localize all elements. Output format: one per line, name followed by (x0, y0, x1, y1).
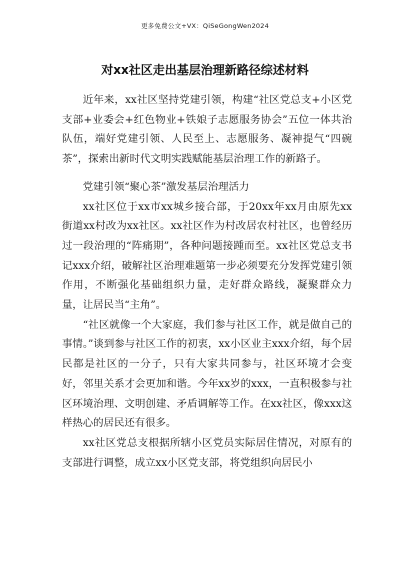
watermark-text: 更多免费公文+VX：QiSeGongWen2024 (141, 22, 269, 30)
paragraph-intro: 近年来，xx社区坚持党建引领，构建“社区党总支+小区党支部+业委会+红色物业+铁娘子志愿服务协会”五位一体共治队伍，端好党建引领、人民至上、志愿服务、凝神提气“四碗茶”，探索出新时代文明实践赋能基层治理工作的新路子。 (62, 94, 352, 166)
paragraph: xx社区党总支根据所辖小区党员实际居住情况，对原有的支部进行调整，成立xx小区党支部，将党组织向居民小 (62, 436, 352, 469)
paragraph: xx社区位于xx市xx城乡接合部，于20xx年xx月由原先xx街道xx村改为xx社区。xx社区作为村改居农村社区，也曾经历过一段治理的“阵痛期”，各种问题接踵而至。xx社区党总支书记xxx介绍，破解社区治理难题第一步必须要充分发挥党建引领作用，不断强化基础组织力量，走好群众路线，凝聚群众力量，让居民当“主角”。 (62, 200, 352, 312)
section-heading: 党建引领“聚心茶”激发基层治理活力 (82, 180, 250, 193)
paragraph: “社区就像一个大家庭，我们参与社区工作，就是做自己的事情。”谈到参与社区工作的初衷，xx小区业主xxx介绍，每个居民都是社区的一分子，只有大家共同参与，社区环境才会变好，邻里关系才会更加和谐。今年xx岁的xxx，一直积极参与社区环境治理、文明创建、矛盾调解等工作。在xx社区，像xxx这样热心的居民还有很多。 (62, 318, 352, 430)
document-title: 对xx社区走出基层治理新路径综述材料 (101, 63, 309, 77)
document-body (62, 91, 352, 473)
